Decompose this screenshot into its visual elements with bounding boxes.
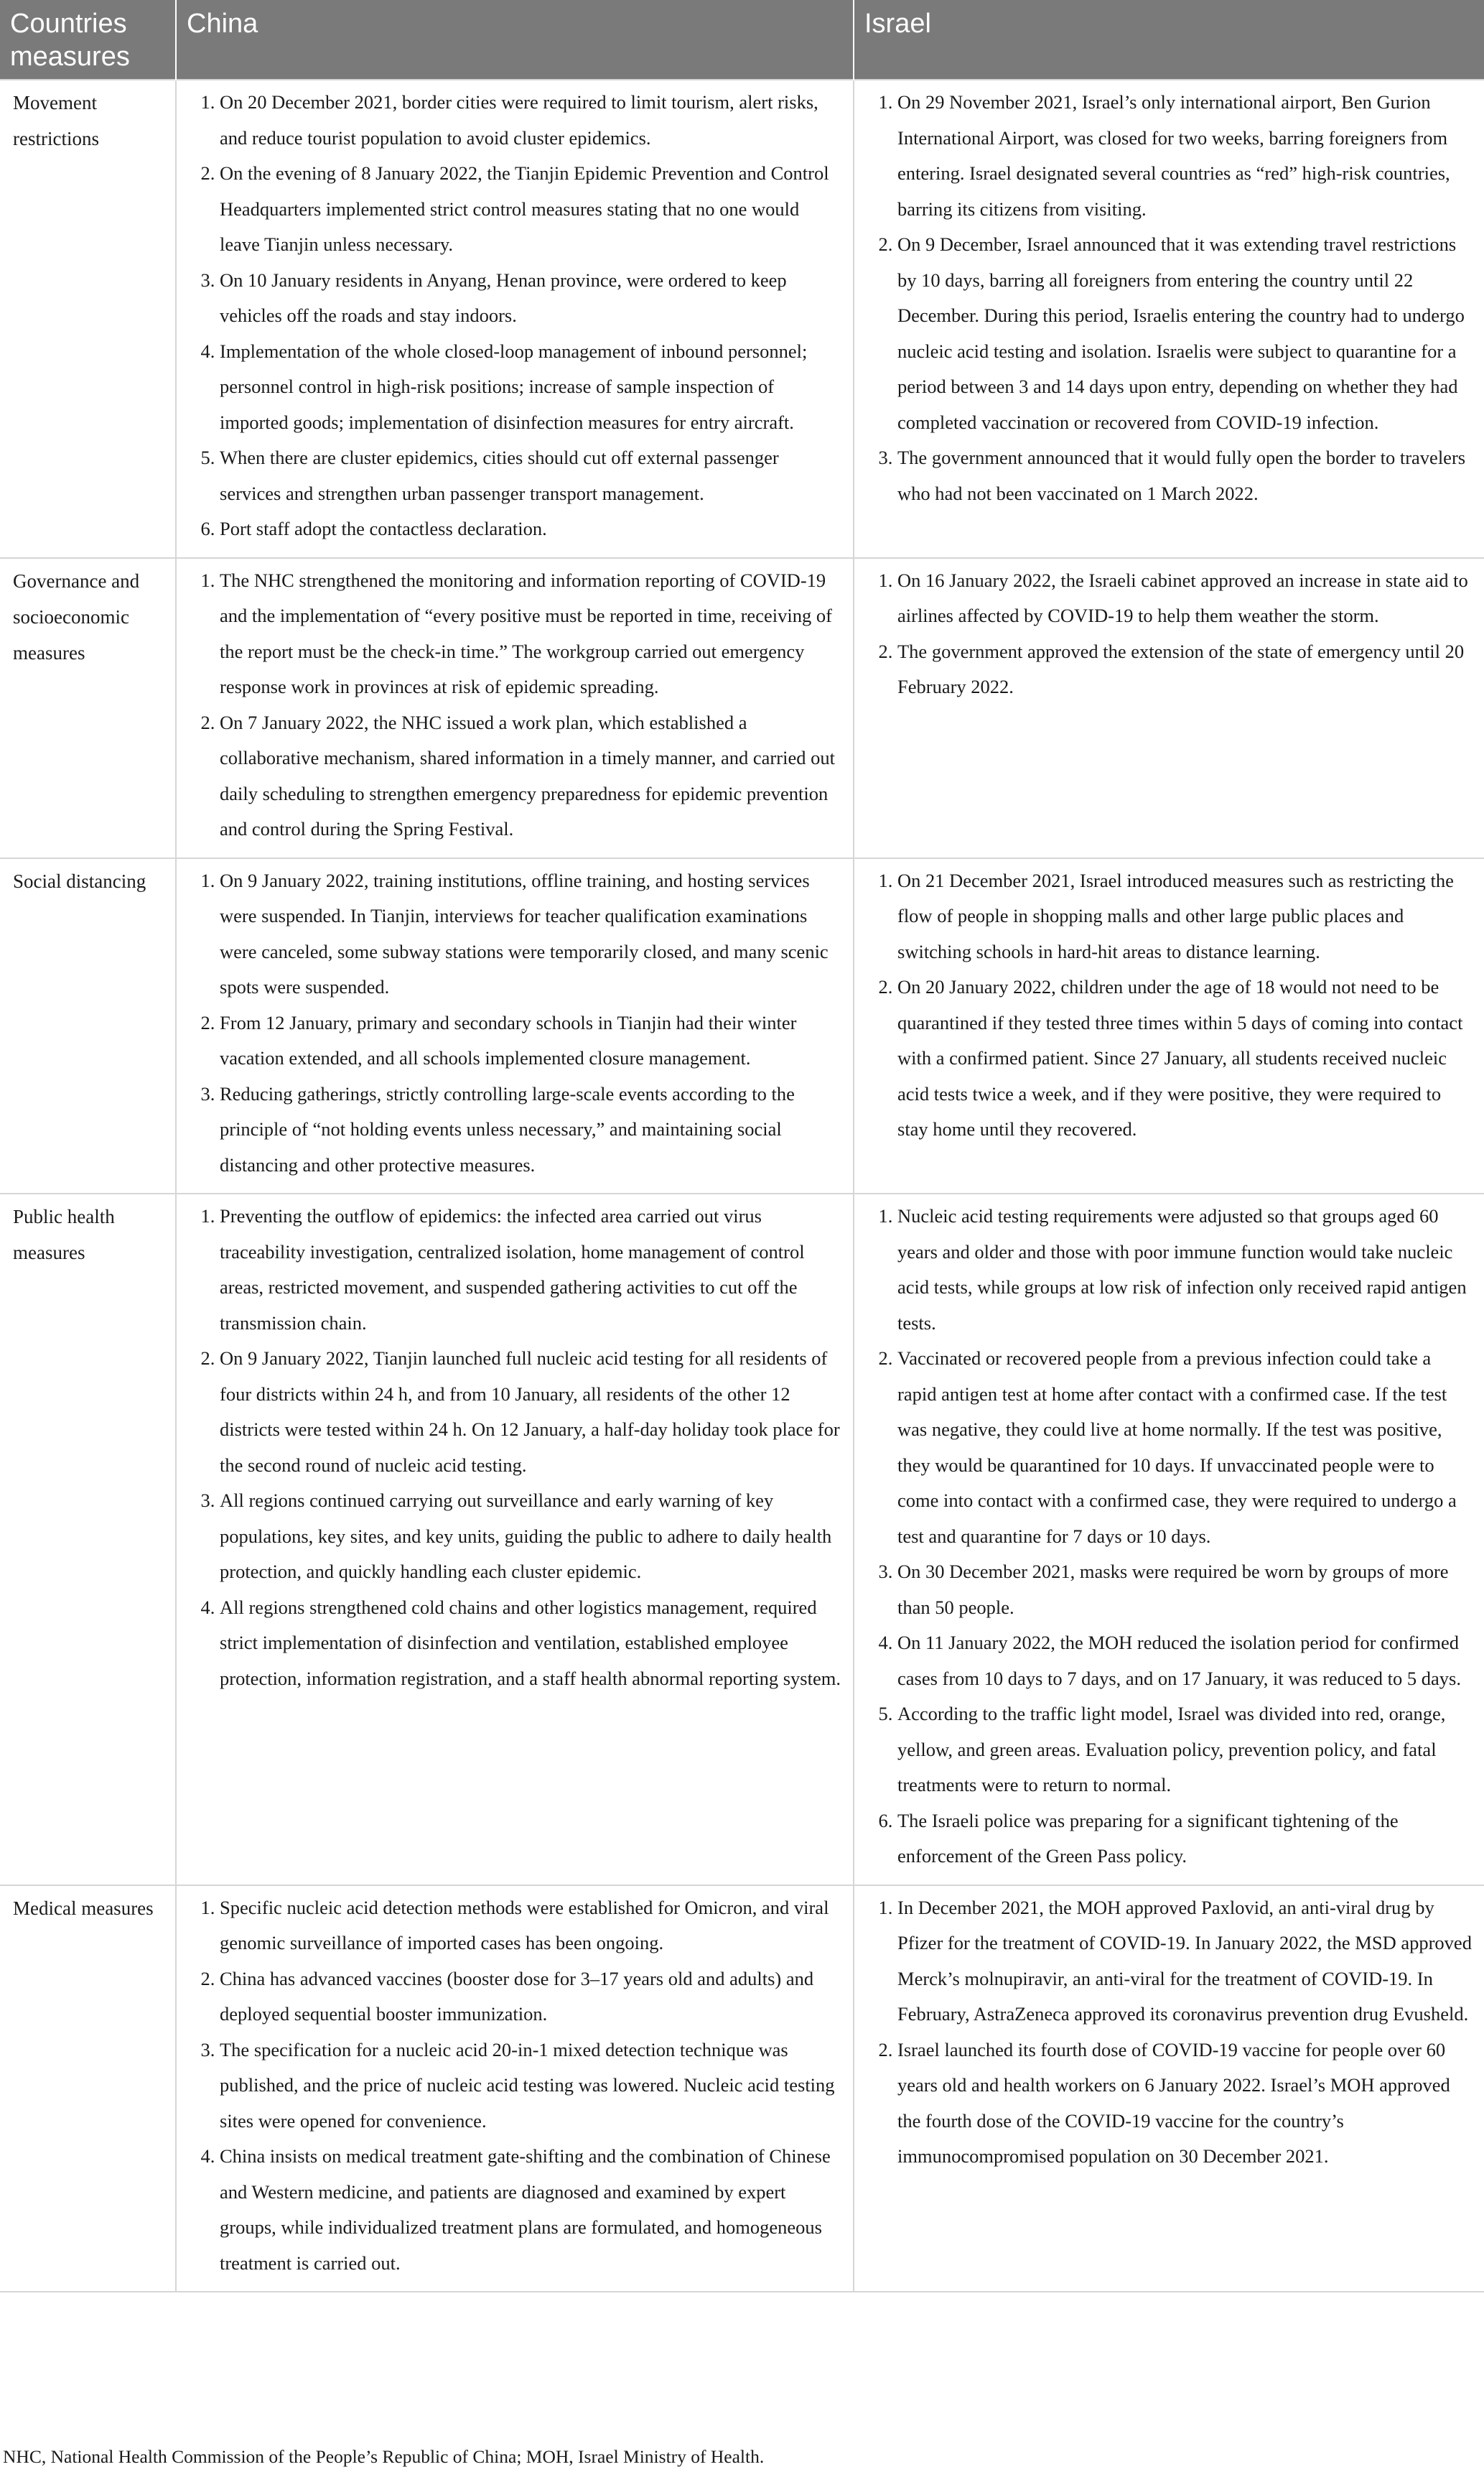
list-item: 1. On 29 November 2021, Israel’s only international airport, Ben Gurion International Airport, was closed for two weeks, barring foreigners from entering. Israel designated several countries as “red” high-risk countries, barring its citizens from visiting. xyxy=(897,85,1473,227)
china-cell xyxy=(176,558,854,858)
header-countries-measures: Countries measures xyxy=(0,0,176,80)
list-item: 5. When there are cluster epidemics, cities should cut off external passenger services and strengthen urban passenger transport management. xyxy=(220,440,841,511)
list-item: 3. On 30 December 2021, masks were required be worn by groups of more than 50 people. xyxy=(897,1554,1473,1625)
table-row xyxy=(0,858,1484,1194)
list-item: 3. On 10 January residents in Anyang, Henan province, were ordered to keep vehicles off the roads and stay indoors. xyxy=(220,263,841,334)
table-row xyxy=(0,1194,1484,1885)
china-measures-list xyxy=(190,1199,841,1696)
israel-cell xyxy=(854,1885,1484,2292)
row-category: Social distancing xyxy=(0,858,176,1194)
china-measures-list xyxy=(190,563,841,847)
list-item: 2. On 9 January 2022, Tianjin launched full nucleic acid testing for all residents of four districts within 24 h, and from 10 January, all residents of the other 12 districts were tested within 24 h. On 12 January, a half-day holiday took place for the second round of nucleic acid testing. xyxy=(220,1341,841,1483)
list-item: 2. On 20 January 2022, children under the age of 18 would not need to be quarantined if they tested three times within 5 days of coming into contact with a confirmed patient. Since 27 January, all students received nucleic acid tests twice a week, and if they were positive, they were required to stay home until they recovered. xyxy=(897,970,1473,1148)
china-cell xyxy=(176,1885,854,2292)
list-item: 1. Specific nucleic acid detection methods were established for Omicron, and viral genomic surveillance of imported cases has been ongoing. xyxy=(220,1890,841,1961)
list-item: 4. All regions strengthened cold chains and other logistics management, required strict implementation of disinfection and ventilation, established employee protection, information registration, and a staff health abnormal reporting system. xyxy=(220,1590,841,1697)
table-row xyxy=(0,1885,1484,2292)
row-category: Movement restrictions xyxy=(0,80,176,558)
china-cell xyxy=(176,858,854,1194)
china-cell xyxy=(176,80,854,558)
list-item: 5. According to the traffic light model, Israel was divided into red, orange, yellow, and green areas. Evaluation policy, prevention policy, and fatal treatments were to return to normal. xyxy=(897,1696,1473,1803)
row-category: Medical measures xyxy=(0,1885,176,2292)
israel-measures-list xyxy=(867,563,1473,705)
list-item: 1. The NHC strengthened the monitoring and information reporting of COVID-19 and the implementation of “every positive must be reported in time, receiving of the report must be the check-in time.” The workgroup carried out emergency response work in provinces at risk of epidemic spreading. xyxy=(220,563,841,705)
list-item: 4. On 11 January 2022, the MOH reduced the isolation period for confirmed cases from 10 days to 7 days, and on 17 January, it was reduced to 5 days. xyxy=(897,1625,1473,1696)
row-category: Public health measures xyxy=(0,1194,176,1885)
list-item: 3. All regions continued carrying out surveillance and early warning of key populations, key sites, and key units, guiding the public to adhere to daily health protection, and quickly handling each cluster epidemic. xyxy=(220,1483,841,1590)
list-item: 3. The government announced that it would fully open the border to travelers who had not been vaccinated on 1 March 2022. xyxy=(897,440,1473,511)
list-item: 1. Preventing the outflow of epidemics: the infected area carried out virus traceability investigation, centralized isolation, home management of control areas, restricted movement, and suspended gathering activities to cut off the transmission chain. xyxy=(220,1199,841,1341)
list-item: 4. China insists on medical treatment gate-shifting and the combination of Chinese and Western medicine, and patients are diagnosed and examined by expert groups, while individualized treatment plans are formulated, and homogeneous treatment is carried out. xyxy=(220,2139,841,2281)
row-category: Governance and socioeconomic measures xyxy=(0,558,176,858)
list-item: 2. On the evening of 8 January 2022, the Tianjin Epidemic Prevention and Control Headquarters implemented strict control measures stating that no one would leave Tianjin unless necessary. xyxy=(220,156,841,263)
list-item: 1. On 16 January 2022, the Israeli cabinet approved an increase in state aid to airlines affected by COVID-19 to help them weather the storm. xyxy=(897,563,1473,634)
table-row xyxy=(0,80,1484,558)
table-footnote: NHC, National Health Commission of the People’s Republic of China; MOH, Israel Ministry of Health. xyxy=(3,2446,765,2467)
list-item: 6. The Israeli police was preparing for a significant tightening of the enforcement of the Green Pass policy. xyxy=(897,1803,1473,1874)
china-cell xyxy=(176,1194,854,1885)
header-china: China xyxy=(176,0,854,80)
israel-measures-list xyxy=(867,863,1473,1148)
table-body xyxy=(0,80,1484,2292)
israel-cell xyxy=(854,80,1484,558)
list-item: 1. On 9 January 2022, training institutions, offline training, and hosting services were suspended. In Tianjin, interviews for teacher qualification examinations were canceled, some subway stations were temporarily closed, and many scenic spots were suspended. xyxy=(220,863,841,1005)
china-measures-list xyxy=(190,85,841,547)
list-item: 2. Vaccinated or recovered people from a previous infection could take a rapid antigen test at home after contact with a confirmed case. If the test was negative, they could live at home normally. If the test was positive, they would be quarantined for 10 days. If unvaccinated people were to come into contact with a confirmed case, they were required to undergo a test and quarantine for 7 days or 10 days. xyxy=(897,1341,1473,1554)
israel-cell xyxy=(854,1194,1484,1885)
list-item: 6. Port staff adopt the contactless declaration. xyxy=(220,511,841,547)
list-item: 2. On 7 January 2022, the NHC issued a work plan, which established a collaborative mechanism, shared information in a timely manner, and carried out daily scheduling to strengthen emergency preparedness for epidemic prevention and control during the Spring Festival. xyxy=(220,705,841,847)
israel-measures-list xyxy=(867,85,1473,511)
list-item: 2. Israel launched its fourth dose of COVID-19 vaccine for people over 60 years old and health workers on 6 January 2022. Israel’s MOH approved the fourth dose of the COVID-19 vaccine for the country’s immunocompromised population on 30 December 2021. xyxy=(897,2032,1473,2175)
list-item: 2. The government approved the extension of the state of emergency until 20 February 2022. xyxy=(897,634,1473,705)
list-item: 1. In December 2021, the MOH approved Paxlovid, an anti-viral drug by Pfizer for the treatment of COVID-19. In January 2022, the MSD approved Merck’s molnupiravir, an anti-viral for the treatment of COVID-19. In February, AstraZeneca approved its coronavirus prevention drug Evusheld. xyxy=(897,1890,1473,2032)
list-item: 2. From 12 January, primary and secondary schools in Tianjin had their winter vacation extended, and all schools implemented closure management. xyxy=(220,1005,841,1077)
table-header-row xyxy=(0,0,1484,80)
israel-measures-list xyxy=(867,1890,1473,2175)
israel-cell xyxy=(854,558,1484,858)
list-item: 4. Implementation of the whole closed-loop management of inbound personnel; personnel control in high-risk positions; increase of sample inspection of imported goods; implementation of disinfection measures for entry aircraft. xyxy=(220,334,841,441)
list-item: 2. On 9 December, Israel announced that it was extending travel restrictions by 10 days, barring all foreigners from entering the country until 22 December. During this period, Israelis entering the country had to undergo nucleic acid testing and isolation. Israelis were subject to quarantine for a period between 3 and 14 days upon entry, depending on whether they had completed vaccination or recovered from COVID-19 infection. xyxy=(897,227,1473,440)
table-row xyxy=(0,558,1484,858)
list-item: 1. On 20 December 2021, border cities were required to limit tourism, alert risks, and reduce tourist population to avoid cluster epidemics. xyxy=(220,85,841,156)
list-item: 3. The specification for a nucleic acid 20-in-1 mixed detection technique was published, and the price of nucleic acid testing was lowered. Nucleic acid testing sites were opened for convenience. xyxy=(220,2032,841,2139)
list-item: 1. Nucleic acid testing requirements were adjusted so that groups aged 60 years and older and those with poor immune function would take nucleic acid tests, while groups at low risk of infection only received rapid antigen tests. xyxy=(897,1199,1473,1341)
header-israel: Israel xyxy=(854,0,1484,80)
china-measures-list xyxy=(190,1890,841,2282)
list-item: 3. Reducing gatherings, strictly controlling large-scale events according to the principle of “not holding events unless necessary,” and maintaining social distancing and other protective measures. xyxy=(220,1077,841,1184)
israel-measures-list xyxy=(867,1199,1473,1874)
list-item: 1. On 21 December 2021, Israel introduced measures such as restricting the flow of people in shopping malls and other large public places and switching schools in hard-hit areas to distance learning. xyxy=(897,863,1473,970)
china-measures-list xyxy=(190,863,841,1184)
israel-cell xyxy=(854,858,1484,1194)
list-item: 2. China has advanced vaccines (booster dose for 3–17 years old and adults) and deployed sequential booster immunization. xyxy=(220,1961,841,2032)
